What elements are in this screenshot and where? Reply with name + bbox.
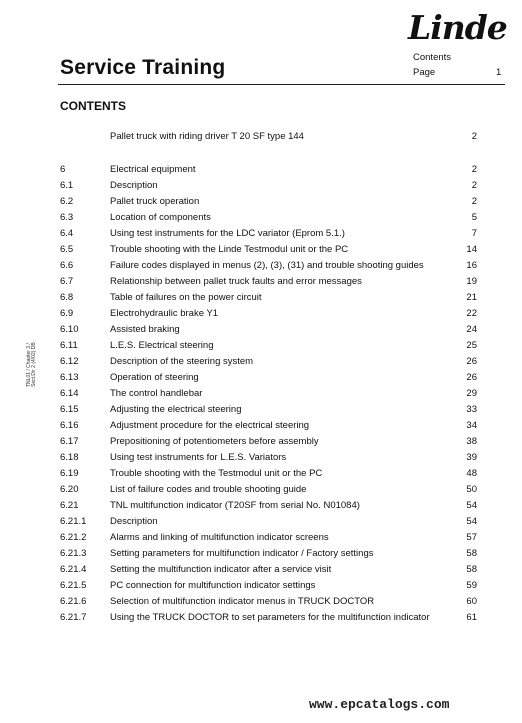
toc-row[interactable] bbox=[60, 403, 477, 417]
toc-title: Table of failures on the power circuit bbox=[110, 292, 262, 303]
toc-title: List of failure codes and trouble shooting guide bbox=[110, 484, 307, 495]
toc-row[interactable] bbox=[60, 259, 477, 273]
toc-title: Description bbox=[110, 180, 158, 191]
toc-title: TNL multifunction indicator (T20SF from serial No. N01084) bbox=[110, 500, 360, 511]
toc-number: 6.21.5 bbox=[60, 580, 87, 591]
toc-number: 6.11 bbox=[60, 340, 78, 351]
toc-number: 6.13 bbox=[60, 372, 79, 383]
toc-row[interactable] bbox=[60, 275, 477, 289]
toc-number: 6.2 bbox=[60, 196, 74, 207]
toc-title: Description bbox=[110, 516, 158, 527]
toc-row[interactable] bbox=[60, 291, 477, 305]
toc-title: Location of components bbox=[110, 212, 211, 223]
toc-row[interactable] bbox=[60, 515, 477, 529]
header-divider bbox=[58, 84, 505, 85]
toc-number: 6.19 bbox=[60, 468, 79, 479]
toc-number: 6.21.3 bbox=[60, 548, 87, 559]
toc-page: 59 bbox=[466, 580, 477, 591]
toc-number: 6.17 bbox=[60, 436, 79, 447]
toc-row[interactable] bbox=[60, 499, 477, 513]
toc-number: 6.16 bbox=[60, 420, 79, 431]
toc-page: 7 bbox=[471, 228, 477, 239]
toc-intro-row[interactable] bbox=[60, 130, 477, 144]
toc-title: The control handlebar bbox=[110, 388, 203, 399]
toc-title: Prepositioning of potentiometers before assembly bbox=[110, 436, 319, 447]
toc-row[interactable] bbox=[60, 163, 477, 177]
toc-page: 2 bbox=[471, 131, 477, 142]
toc-number: 6.5 bbox=[60, 244, 74, 255]
toc-title: Trouble shooting with the Linde Testmodul unit or the PC bbox=[110, 244, 349, 255]
toc-number: 6.8 bbox=[60, 292, 74, 303]
toc-number: 6.18 bbox=[60, 452, 79, 463]
toc-page: 24 bbox=[466, 324, 477, 335]
side-margin-note: TNL01 / Chapter 3 / Sect.Dir 2 (4/02) DB bbox=[26, 342, 37, 387]
toc-title: Electrohydraulic brake Y1 bbox=[110, 308, 219, 319]
toc-page: 57 bbox=[466, 532, 477, 543]
toc-row[interactable] bbox=[60, 387, 477, 401]
toc-title: Setting parameters for multifunction indicator / Factory settings bbox=[110, 548, 374, 559]
toc-number: 6.4 bbox=[60, 228, 74, 239]
page-label: Page bbox=[413, 67, 436, 78]
toc-title: Failure codes displayed in menus (2), (3), (31) and trouble shooting guides bbox=[110, 260, 424, 271]
toc-title: Pallet truck with riding driver T 20 SF type 144 bbox=[110, 131, 304, 142]
toc-number: 6.1 bbox=[60, 180, 74, 191]
toc-title: Adjustment procedure for the electrical steering bbox=[110, 420, 310, 431]
toc-page: 5 bbox=[471, 212, 477, 223]
linde-logo: Linde bbox=[408, 8, 507, 47]
toc-number: 6.21.7 bbox=[60, 612, 87, 623]
toc-page: 50 bbox=[466, 484, 477, 495]
toc-page: 58 bbox=[466, 548, 477, 559]
toc-page: 60 bbox=[466, 596, 477, 607]
toc-number: 6 bbox=[60, 164, 66, 175]
toc-page: 54 bbox=[466, 500, 477, 511]
section-label: Contents bbox=[413, 52, 452, 63]
toc-row[interactable] bbox=[60, 531, 477, 545]
watermark: www.epcatalogs.com bbox=[309, 697, 450, 712]
toc-page: 22 bbox=[466, 308, 477, 319]
toc-page: 2 bbox=[471, 196, 477, 207]
contents-heading: CONTENTS bbox=[60, 99, 126, 113]
toc-number: 6.21.1 bbox=[60, 516, 87, 527]
toc-row[interactable] bbox=[60, 371, 477, 385]
toc-number: 6.15 bbox=[60, 404, 79, 415]
toc-row[interactable] bbox=[60, 579, 477, 593]
toc-page: 38 bbox=[466, 436, 477, 447]
toc-number: 6.6 bbox=[60, 260, 74, 271]
toc-number: 6.21 bbox=[60, 500, 79, 511]
toc-title: Setting the multifunction indicator after a service visit bbox=[110, 564, 332, 575]
toc-row[interactable] bbox=[60, 451, 477, 465]
toc-row[interactable] bbox=[60, 195, 477, 209]
toc-row[interactable] bbox=[60, 179, 477, 193]
toc-page: 2 bbox=[471, 180, 477, 191]
toc-number: 6.10 bbox=[60, 324, 79, 335]
toc-number: 6.14 bbox=[60, 388, 79, 399]
toc-title: Trouble shooting with the Testmodul unit or the PC bbox=[110, 468, 323, 479]
toc-page: 48 bbox=[466, 468, 477, 479]
toc-page: 61 bbox=[466, 612, 477, 623]
toc-page: 29 bbox=[466, 388, 477, 399]
page-number: 1 bbox=[496, 67, 502, 78]
toc-row[interactable] bbox=[60, 611, 477, 625]
toc-title: Description of the steering system bbox=[110, 356, 254, 367]
toc-row[interactable] bbox=[60, 323, 477, 337]
toc-title: Using test instruments for L.E.S. Variators bbox=[110, 452, 287, 463]
toc-row[interactable] bbox=[60, 467, 477, 481]
toc-title: Operation of steering bbox=[110, 372, 199, 383]
toc-number: 6.12 bbox=[60, 356, 79, 367]
toc-row[interactable] bbox=[60, 419, 477, 433]
toc-number: 6.21.2 bbox=[60, 532, 87, 543]
toc-title: Using test instruments for the LDC variator (Eprom 5.1.) bbox=[110, 228, 345, 239]
toc-page: 2 bbox=[471, 164, 477, 175]
toc-title: Electrical equipment bbox=[110, 164, 196, 175]
toc-row[interactable] bbox=[60, 307, 477, 321]
toc-title: Relationship between pallet truck faults and error messages bbox=[110, 276, 362, 287]
toc-page: 26 bbox=[466, 356, 477, 367]
toc-number: 6.7 bbox=[60, 276, 74, 287]
toc-row[interactable] bbox=[60, 435, 477, 449]
toc-row[interactable] bbox=[60, 243, 477, 257]
toc-row[interactable] bbox=[60, 547, 477, 561]
toc-page: 34 bbox=[466, 420, 477, 431]
toc-title: Pallet truck operation bbox=[110, 196, 200, 207]
toc-title: Using the TRUCK DOCTOR to set parameters for the multifunction indicator bbox=[110, 612, 430, 623]
toc-row[interactable] bbox=[60, 595, 477, 609]
toc-row[interactable] bbox=[60, 339, 477, 353]
toc-page: 26 bbox=[466, 372, 477, 383]
toc-page: 14 bbox=[466, 244, 477, 255]
toc-row[interactable] bbox=[60, 355, 477, 369]
toc-page: 58 bbox=[466, 564, 477, 575]
toc-title: Adjusting the electrical steering bbox=[110, 404, 242, 415]
page-title: Service Training bbox=[60, 56, 226, 79]
toc-title: Selection of multifunction indicator menus in TRUCK DOCTOR bbox=[110, 596, 375, 607]
toc-row[interactable] bbox=[60, 227, 477, 241]
toc-row[interactable] bbox=[60, 483, 477, 497]
toc-page: 25 bbox=[466, 340, 477, 351]
toc-row[interactable] bbox=[60, 563, 477, 577]
toc-page: 33 bbox=[466, 404, 477, 415]
toc-title: PC connection for multifunction indicator settings bbox=[110, 580, 316, 591]
toc-title: L.E.S. Electrical steering bbox=[110, 340, 214, 351]
toc-title: Assisted braking bbox=[110, 324, 180, 335]
toc-page: 19 bbox=[466, 276, 477, 287]
toc-page: 54 bbox=[466, 516, 477, 527]
toc-number: 6.20 bbox=[60, 484, 79, 495]
toc-row[interactable] bbox=[60, 211, 477, 225]
toc-title: Alarms and linking of multifunction indicator screens bbox=[110, 532, 329, 543]
toc-page: 16 bbox=[466, 260, 477, 271]
toc-number: 6.3 bbox=[60, 212, 74, 223]
toc-page: 39 bbox=[466, 452, 477, 463]
toc-page: 21 bbox=[466, 292, 477, 303]
toc-number: 6.21.6 bbox=[60, 596, 87, 607]
toc-number: 6.21.4 bbox=[60, 564, 87, 575]
toc-number: 6.9 bbox=[60, 308, 74, 319]
